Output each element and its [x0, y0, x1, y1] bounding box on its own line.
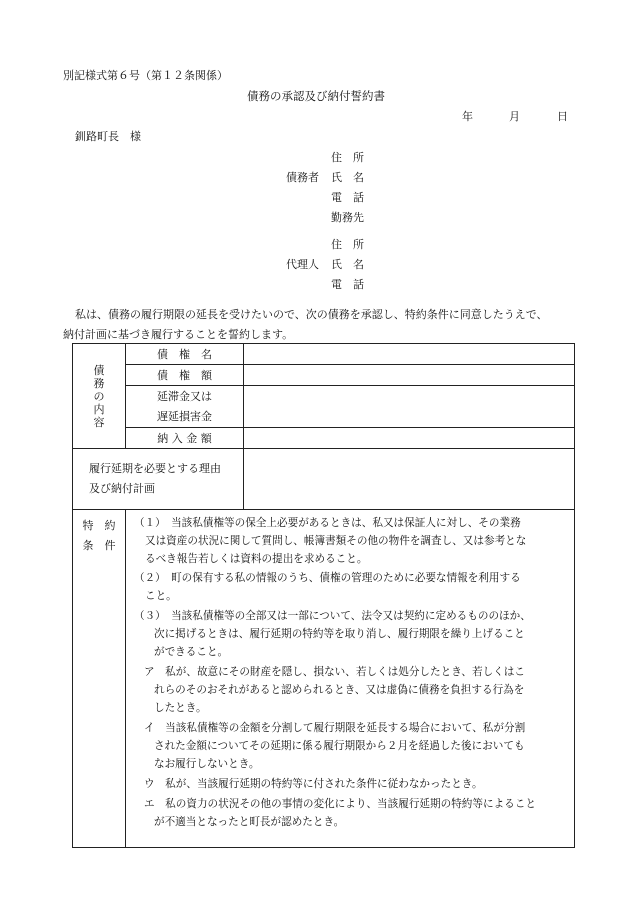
claim-name-label: 債 権 名 [126, 344, 244, 365]
condition-line: イ 当該私債権等の金額を分割して履行期限を延長する場合において、私が分割 [144, 722, 526, 734]
claim-name-field[interactable] [244, 344, 575, 365]
late-fee-label: 延滞金又は 遅延損害金 [126, 386, 244, 428]
debtor-address-label: 住 所 [331, 151, 364, 164]
agent-label: 代理人 [286, 258, 319, 271]
intro-line-2: 納付計画に基づき履行することを誓約します。 [63, 328, 294, 341]
debtor-phone-label: 電 話 [331, 191, 364, 204]
condition-line: れらのそのおそれがあると認められるとき、又は虚偽に債務を負担する行為を [154, 684, 525, 696]
condition-line: が不適当となったと町長が認めたとき。 [154, 816, 345, 828]
addressee: 釧路町長 様 [75, 130, 141, 143]
condition-line: エ 私の資力の状況その他の事情の変化により、当該履行延期の特約等によること [144, 798, 536, 810]
date-year: 年 [462, 110, 473, 123]
condition-line: なお履行しないとき。 [154, 758, 260, 770]
condition-line: （２） 町の保有する私の情報のうち、債権の管理のために必要な情報を利用する [134, 572, 521, 584]
claim-amount-label: 債 権 額 [126, 365, 244, 386]
condition-line: したとき。 [154, 702, 207, 714]
condition-line: ア 私が、故意にその財産を隠し、損ない、若しくは処分したとき、若しくはこ [144, 666, 525, 678]
condition-line: ができること。 [154, 646, 229, 658]
condition-line: 次に掲げるときは、履行延期の特約等を取り消し、履行期限を繰り上げること [154, 628, 525, 640]
condition-line: るべき報告若しくは資料の提出を求めること。 [145, 553, 368, 565]
special-conditions-label: 特 約 条 件 [73, 510, 126, 848]
reason-label: 履行延期を必要とする理由 及び納付計画 [73, 449, 244, 510]
condition-line: こと。 [145, 590, 177, 602]
intro-line-1: 私は、債務の履行期限の延長を受けたいので、次の債務を承認し、特約条件に同意したうえで、 [75, 308, 548, 321]
condition-line: （１） 当該私債権等の保全上必要があるときは、私又は保証人に対し、その業務 [134, 517, 521, 529]
debt-content-label: 債 務 の 内 容 [73, 344, 126, 449]
condition-line: 又は資産の状況に関して質問し、帳簿書類その他の物件を調査し、又は参考とな [145, 535, 527, 547]
condition-line: （３） 当該私債権等の全部又は一部について、法令又は契約に定めるもののほか、 [134, 610, 531, 622]
document-title: 債務の承認及び納付誓約書 [247, 89, 385, 103]
late-fee-field[interactable] [244, 386, 575, 428]
agent-name-label: 氏 名 [331, 258, 364, 271]
payment-amount-field[interactable] [244, 428, 575, 449]
condition-line: ウ 私が、当該履行延期の特約等に付された条件に従わなかったとき。 [144, 778, 483, 790]
debtor-label: 債務者 [286, 171, 319, 184]
debtor-workplace-label: 勤務先 [331, 211, 364, 224]
debtor-name-label: 氏 名 [331, 171, 364, 184]
payment-amount-label: 納 入 金 額 [126, 428, 244, 449]
form-number: 別記様式第６号（第１２条関係） [63, 69, 228, 82]
condition-line: された金額についてその延期に係る履行期限から２月を経過した後においても [154, 740, 525, 752]
date-month: 月 [509, 110, 520, 123]
agent-phone-label: 電 話 [331, 278, 364, 291]
claim-amount-field[interactable] [244, 365, 575, 386]
special-conditions-text [126, 510, 575, 848]
reason-field[interactable] [244, 449, 575, 510]
agent-address-label: 住 所 [331, 238, 364, 251]
debt-table [72, 343, 575, 848]
date-day: 日 [557, 110, 568, 123]
